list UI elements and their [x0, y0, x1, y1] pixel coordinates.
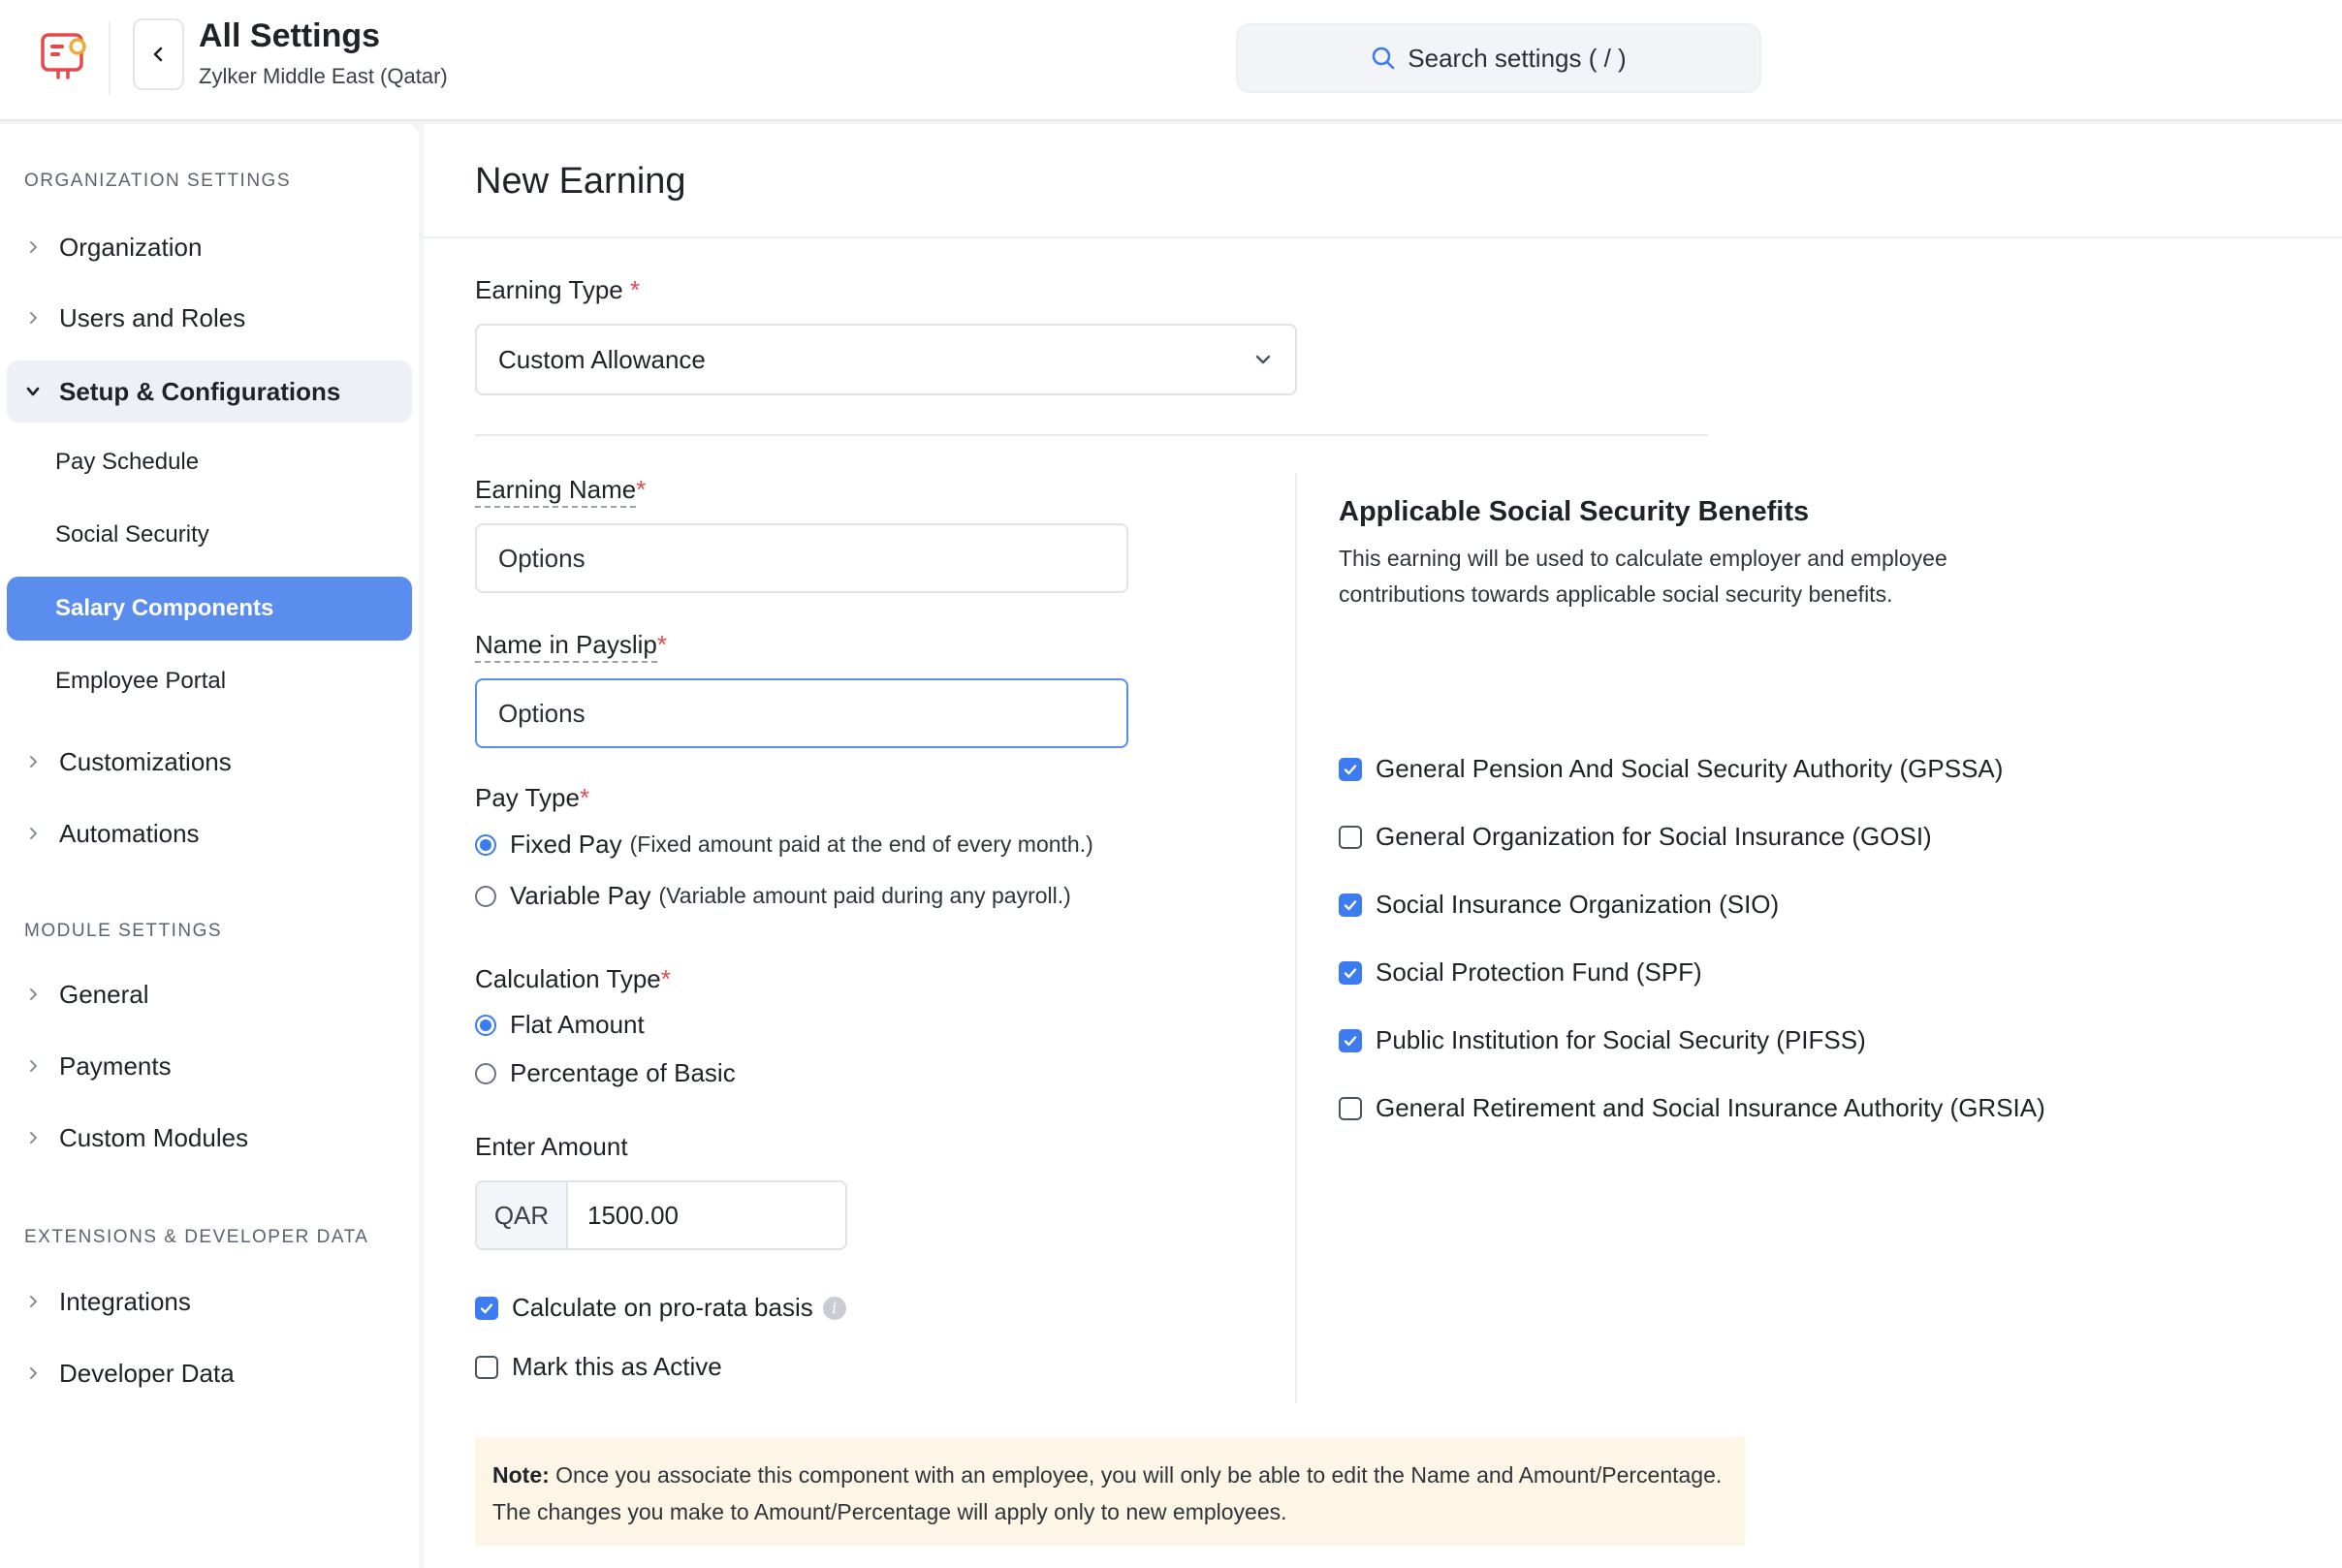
earning-name-input[interactable] [475, 523, 1128, 593]
benefit-gpssa[interactable] [1339, 754, 2003, 784]
required-mark: * [660, 964, 671, 993]
benefit-label: Social Insurance Organization (SIO) [1376, 890, 1780, 919]
back-button[interactable] [133, 18, 184, 90]
benefit-checkbox[interactable] [1339, 826, 1362, 849]
sidebar-item-general[interactable] [7, 963, 412, 1025]
sidebar-item-label: General [59, 979, 149, 1009]
earning-type-value: Custom Allowance [498, 344, 706, 374]
pro-rata-checkbox[interactable] [475, 1297, 498, 1320]
benefit-label: General Retirement and Social Insurance Authority (GRSIA) [1376, 1093, 2045, 1122]
sidebar-item-label: Custom Modules [59, 1122, 249, 1152]
check-icon [1343, 762, 1358, 777]
sidebar-item-employee-portal[interactable] [7, 649, 412, 713]
section-heading-organization: ORGANIZATION SETTINGS [24, 171, 291, 191]
sidebar-item-automations[interactable] [7, 802, 412, 864]
benefit-label: Public Institution for Social Security (PIFSS) [1376, 1025, 1866, 1054]
chevron-down-icon [1252, 349, 1274, 370]
sidebar-item-label: Customizations [59, 746, 232, 776]
sidebar-item-salary-components[interactable] [7, 577, 412, 641]
search-icon [1371, 46, 1396, 71]
settings-sidebar [0, 124, 419, 1568]
payslip-name-value: Options [498, 698, 586, 728]
amount-input-group [475, 1180, 847, 1250]
column-divider [1295, 473, 1297, 1403]
radio-button-selected[interactable] [475, 834, 496, 856]
benefit-pifss[interactable] [1339, 1025, 1866, 1055]
sidebar-item-pay-schedule[interactable] [7, 430, 412, 494]
sidebar-item-customizations[interactable] [7, 731, 412, 793]
mark-active-checkbox-row[interactable] [475, 1352, 722, 1382]
header-divider [109, 21, 111, 95]
check-icon [479, 1301, 494, 1316]
required-mark: * [579, 783, 590, 812]
sidebar-item-label: Setup & Configurations [59, 376, 341, 406]
benefit-checkbox[interactable] [1339, 1097, 1362, 1120]
sidebar-item-label: Developer Data [59, 1358, 235, 1388]
sidebar-item-developer-data[interactable] [7, 1342, 412, 1404]
radio-button[interactable] [475, 1063, 496, 1084]
chevron-right-icon [7, 755, 59, 768]
search-placeholder: Search settings ( / ) [1408, 43, 1627, 73]
section-divider [475, 434, 1708, 436]
pay-type-label-text: Pay Type [475, 783, 580, 812]
payslip-name-label-text: Name in Payslip [475, 630, 657, 663]
earning-type-select[interactable] [475, 324, 1297, 395]
flat-amount-label: Flat Amount [510, 1010, 645, 1039]
chevron-down-icon [7, 384, 59, 399]
check-icon [1343, 1033, 1358, 1049]
percentage-basic-label: Percentage of Basic [510, 1058, 736, 1087]
amount-label: Enter Amount [475, 1132, 628, 1161]
mark-active-label: Mark this as Active [512, 1352, 722, 1381]
chevron-right-icon [7, 311, 59, 325]
section-heading-module: MODULE SETTINGS [24, 921, 223, 941]
fixed-pay-label: Fixed Pay [510, 830, 622, 859]
earning-type-label-text: Earning Type [475, 275, 623, 304]
form-title: New Earning [475, 161, 686, 202]
organization-name: Zylker Middle East (Qatar) [199, 64, 448, 88]
pro-rata-checkbox-row[interactable] [475, 1293, 846, 1323]
earning-type-label [475, 275, 640, 305]
benefit-label: General Pension And Social Security Authority (GPSSA) [1376, 754, 2004, 783]
sidebar-item-label: Organization [59, 232, 203, 262]
fixed-pay-hint: (Fixed amount paid at the end of every month.) [629, 831, 1093, 857]
earning-name-label-text: Earning Name [475, 475, 636, 508]
payslip-name-input[interactable] [475, 678, 1128, 748]
sidebar-item-label: Users and Roles [59, 302, 246, 332]
pro-rata-label: Calculate on pro-rata basis [512, 1293, 813, 1322]
required-mark: * [636, 475, 647, 504]
top-bar [0, 0, 2342, 121]
benefit-checkbox[interactable] [1339, 758, 1362, 781]
note-banner [475, 1437, 1745, 1546]
chevron-right-icon [7, 1366, 59, 1380]
chevron-right-icon [7, 827, 59, 840]
search-input[interactable] [1236, 23, 1761, 93]
calculation-type-label [475, 964, 671, 994]
chevron-right-icon [7, 1131, 59, 1145]
chevron-right-icon [7, 988, 59, 1001]
chevron-left-icon [150, 46, 168, 63]
benefit-label: Social Protection Fund (SPF) [1376, 957, 1702, 987]
benefits-title: Applicable Social Security Benefits [1339, 496, 1810, 527]
flat-amount-radio[interactable] [475, 1010, 645, 1040]
sidebar-item-social-security[interactable] [7, 503, 412, 567]
section-heading-extensions: EXTENSIONS & DEVELOPER DATA [24, 1227, 369, 1247]
radio-button-selected[interactable] [475, 1015, 496, 1036]
pay-type-label [475, 783, 589, 813]
chevron-right-icon [7, 1059, 59, 1073]
variable-pay-radio[interactable] [475, 881, 1071, 911]
page-title: All Settings [199, 17, 381, 54]
payslip-name-label [475, 630, 667, 660]
sidebar-item-label: Employee Portal [55, 668, 227, 694]
benefits-description: This earning will be used to calculate employer and employee contributions towards applicable social security benefits. [1339, 546, 1947, 607]
mark-active-checkbox[interactable] [475, 1356, 498, 1379]
benefit-grsia[interactable] [1339, 1093, 2045, 1123]
benefit-gosi[interactable] [1339, 822, 1932, 852]
sidebar-item-label: Social Security [55, 521, 209, 548]
currency-prefix: QAR [477, 1182, 568, 1248]
sidebar-item-setup-configurations[interactable] [7, 361, 412, 423]
note-prefix: Note: [492, 1462, 550, 1488]
benefit-sio[interactable] [1339, 890, 1779, 920]
percentage-basic-radio[interactable] [475, 1058, 736, 1088]
info-icon[interactable]: i [823, 1297, 846, 1320]
title-divider [424, 236, 2342, 238]
fixed-pay-radio[interactable] [475, 830, 1093, 860]
required-mark: * [656, 630, 667, 659]
variable-pay-hint: (Variable amount paid during any payroll.) [658, 883, 1071, 908]
main-panel [424, 124, 2342, 1568]
sidebar-item-organization[interactable] [7, 216, 412, 278]
sidebar-item-integrations[interactable] [7, 1270, 412, 1333]
benefit-spf[interactable] [1339, 957, 1702, 988]
required-mark: * [629, 275, 641, 304]
chevron-right-icon [7, 240, 59, 254]
sidebar-item-custom-modules[interactable] [7, 1107, 412, 1169]
benefit-checkbox[interactable] [1339, 894, 1362, 917]
variable-pay-label: Variable Pay [510, 881, 651, 910]
sidebar-item-label: Integrations [59, 1286, 191, 1316]
radio-button[interactable] [475, 886, 496, 907]
calculation-type-label-text: Calculation Type [475, 964, 661, 993]
sidebar-item-label: Automations [59, 818, 200, 848]
amount-input[interactable]: 1500.00 [587, 1200, 679, 1230]
note-text: Once you associate this component with an employee, you will only be able to edit the Name and Amount/Percentage. The changes you make to Amount/Percentage will apply only to new employees. [492, 1462, 1723, 1524]
benefit-checkbox[interactable] [1339, 961, 1362, 985]
sidebar-item-label: Payments [59, 1051, 172, 1081]
sidebar-item-users-roles[interactable] [7, 287, 412, 349]
chevron-right-icon [7, 1295, 59, 1308]
check-icon [1343, 897, 1358, 913]
earning-name-value: Options [498, 543, 586, 573]
earning-name-label [475, 475, 646, 505]
benefit-checkbox[interactable] [1339, 1029, 1362, 1052]
sidebar-item-label: Salary Components [55, 595, 274, 621]
check-icon [1343, 965, 1358, 981]
sidebar-item-payments[interactable] [7, 1035, 412, 1097]
app-logo-icon[interactable] [39, 29, 93, 83]
sidebar-item-label: Pay Schedule [55, 449, 200, 475]
benefit-label: General Organization for Social Insurance (GOSI) [1376, 822, 1932, 851]
